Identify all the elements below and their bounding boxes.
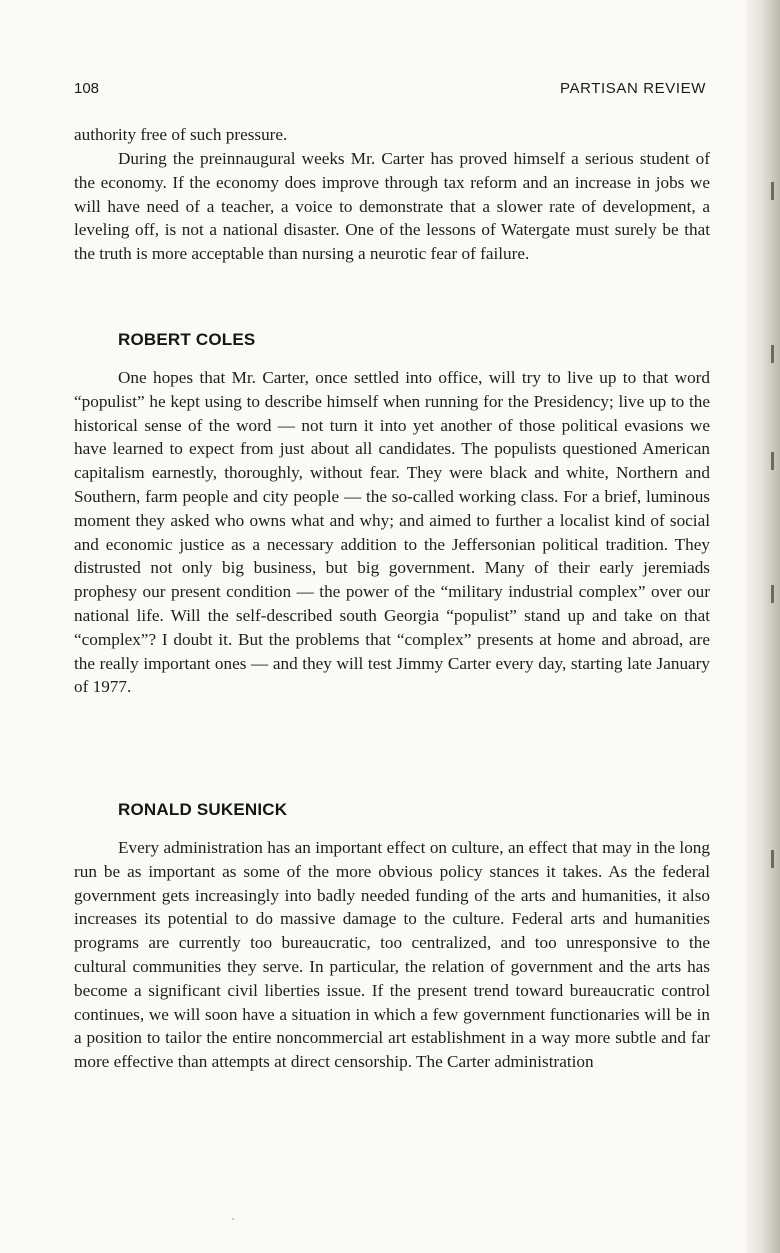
edge-mark [771,850,774,868]
ronald-sukenick-paragraph: Every administration has an important effect on culture, an effect that may in the long run be as important as some of the more obvious policy stances it takes. As the federal government gets increasingly into badly needed funding of the arts and humanities, it also increases its potential to do massive damage to the culture. Federal arts and humanities programs are currently too bureaucratic, too centralized, and too unresponsive to the cultural communities they serve. In particular, the relation of government and the arts has become a significant civil liberties issue. If the present trend toward bureaucratic control continues, we will soon have a situation in which a few government functionaries will be in a position to tailor the entire noncommercial art establishment in a way more subtle and far more effective than attempts at direct censorship. The Carter administration [74,838,710,1072]
section-heading-robert-coles: ROBERT COLES [118,330,256,349]
edge-mark [771,182,774,200]
page-number: 108 [74,80,100,97]
page-edge-shadow [746,0,780,1253]
continuation-paragraph: authority free of such pressure. [74,125,288,144]
running-head: PARTISAN REVIEW [560,80,706,97]
edge-mark [771,452,774,470]
carter-economy-paragraph: During the preinnaugural weeks Mr. Carter has proved himself a serious student of the economy. If the economy does improve through tax reform and an increase in jobs we will have need of a teacher, a voice to demonstrate that a slower rate of development, a leveling off, is not a national disaster. One of the lessons of Watergate must surely be that the truth is more acceptable than nursing a neurotic fear of failure. [74,149,710,264]
edge-mark [771,585,774,603]
edge-mark [771,345,774,363]
print-speck [232,1218,234,1220]
page-header [74,80,706,102]
robert-coles-paragraph: One hopes that Mr. Carter, once settled into office, will try to live up to that word “populist” he kept using to describe himself when running for the Presidency; live up to the historical sense of the word — not turn it into yet another of those political evasions we have learned to expect from just about all candidates. The populists questioned American capitalism earnestly, thoroughly, without fear. They were black and white, Northern and Southern, farm people and city people — the so-called working class. For a brief, luminous moment they asked who owns what and why; and aimed to further a localist kind of social and economic justice as a necessary addition to the Jeffersonian political tradition. They distrusted not only big business, but big government. Many of their early jeremiads prophesy our present condition — the power of the “military industrial complex” over our national life. Will the self-described south Georgia “populist” stand up and take on that “complex”? I doubt it. But the problems that “complex” presents at home and abroad, are the really important ones — and they will test Jimmy Carter every day, starting late January of 1977. [74,368,710,697]
section-heading-ronald-sukenick: RONALD SUKENICK [118,800,288,819]
